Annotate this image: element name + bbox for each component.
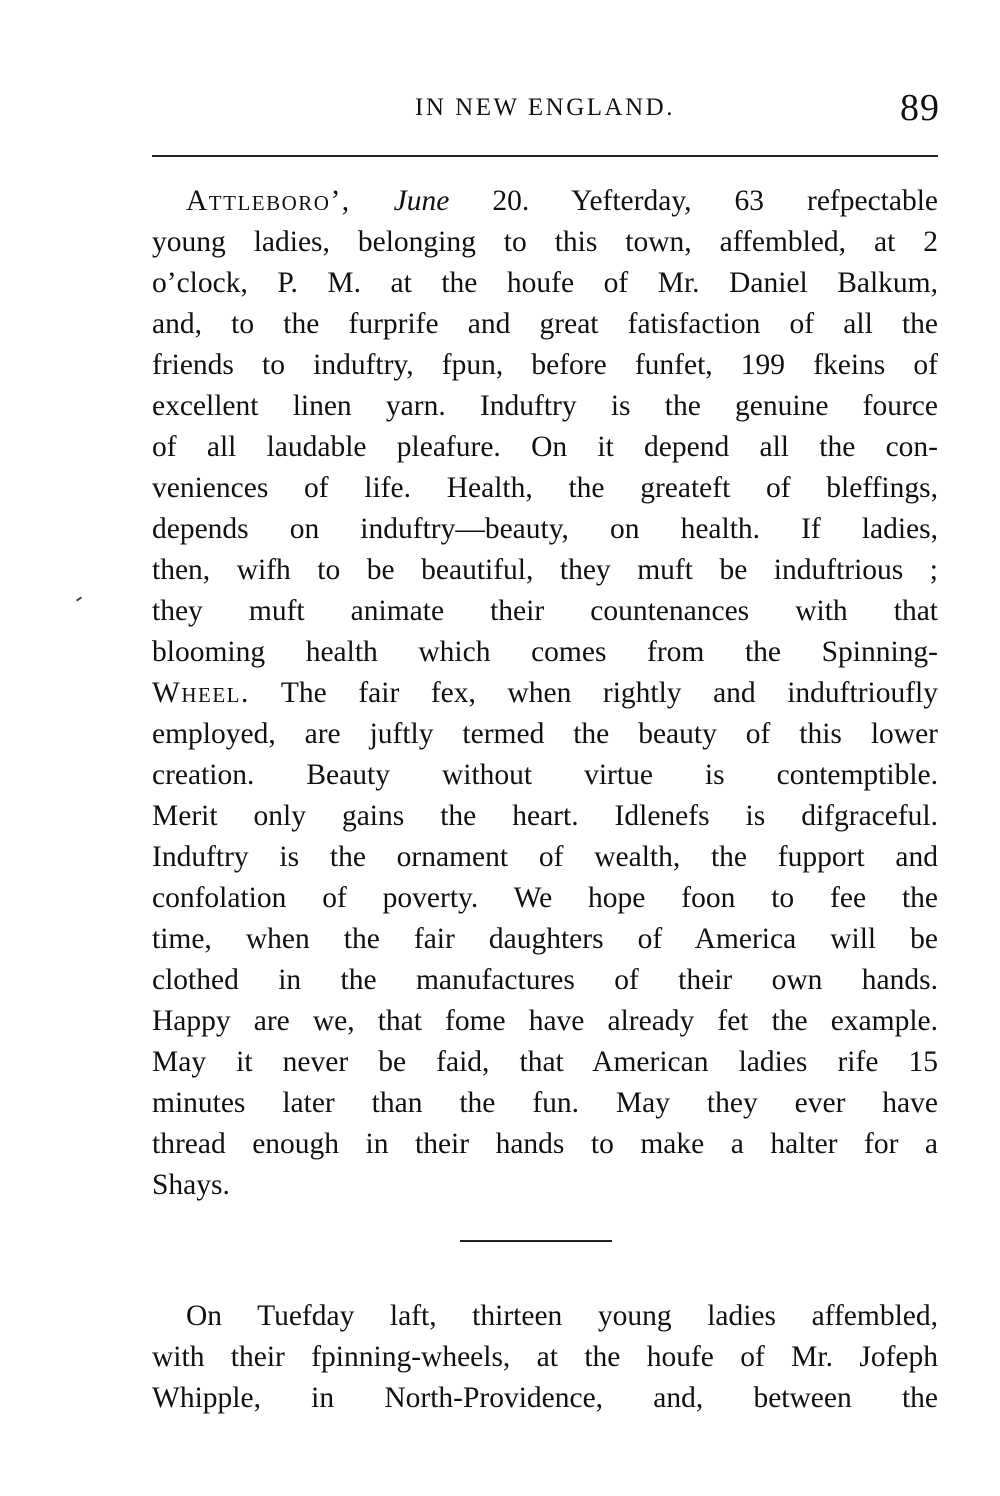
text-line: thread enough in their hands to make a halter for a <box>152 1128 938 1160</box>
dateline-day: 20. <box>449 185 530 217</box>
text-line: and, to the furprife and great fatisfaction of all the <box>152 308 938 340</box>
text-line: minutes later than the fun. May they ever have <box>152 1087 938 1119</box>
line-text: Yefterday, 63 refpectable <box>571 185 938 217</box>
text-line: young ladies, belonging to this town, affembled, at 2 <box>152 226 938 258</box>
text-line: May it never be faid, that American ladies rife 15 <box>152 1046 938 1078</box>
text-line: they muft animate their countenances with that <box>152 595 938 627</box>
dateline-place: Attleboro’, <box>186 185 351 217</box>
text-line: depends on induftry—beauty, on health. If ladies, <box>152 513 938 545</box>
ink-speck <box>76 596 82 601</box>
line-text: The fair fex, when rightly and induftrioufly <box>280 677 938 709</box>
small-caps-word: Wheel. <box>152 677 250 709</box>
text-line: Whipple, in North-Providence, and, between the <box>152 1382 938 1414</box>
text-line <box>152 181 938 222</box>
running-head <box>150 86 940 134</box>
text-line: Happy are we, that fome have already fet the example. <box>152 1005 938 1037</box>
text-line: blooming health which comes from the Spinning- <box>152 636 938 668</box>
text-line: Shays. <box>152 1169 230 1201</box>
text-line: time, when the fair daughters of America will be <box>152 923 938 955</box>
section-divider <box>460 1240 612 1242</box>
paragraph-north-providence <box>152 1296 938 1419</box>
text-line: o’clock, P. M. at the houfe of Mr. Daniel Balkum, <box>152 267 938 299</box>
text-line <box>152 673 938 714</box>
text-line: with their fpinning-wheels, at the houfe of Mr. Jofeph <box>152 1341 938 1373</box>
text-line: veniences of life. Health, the greateft of bleffings, <box>152 472 938 504</box>
text-line: excellent linen yarn. Induftry is the genuine fource <box>152 390 938 422</box>
text-line: of all laudable pleafure. On it depend all the con- <box>152 431 938 463</box>
text-line: friends to induftry, fpun, before funfet, 199 fkeins of <box>152 349 938 381</box>
text-line: employed, are juftly termed the beauty of this lower <box>152 718 938 750</box>
running-title: IN NEW ENGLAND. <box>415 94 675 121</box>
text-line: clothed in the manufactures of their own hands. <box>152 964 938 996</box>
text-line: On Tuefday laft, thirteen young ladies affembled, <box>186 1300 938 1332</box>
text-line: Merit only gains the heart. Idlenefs is difgraceful. <box>152 800 938 832</box>
text-line: creation. Beauty without virtue is contemptible. <box>152 759 938 791</box>
text-line: then, wifh to be beautiful, they muft be induftrious ; <box>152 554 938 586</box>
dateline-month: June <box>393 185 450 217</box>
page-number: 89 <box>900 87 940 129</box>
header-rule <box>152 155 938 157</box>
text-line: Induftry is the ornament of wealth, the fupport and <box>152 841 938 873</box>
paragraph-attleboro <box>152 181 938 1206</box>
text-line: confolation of poverty. We hope foon to fee the <box>152 882 938 914</box>
